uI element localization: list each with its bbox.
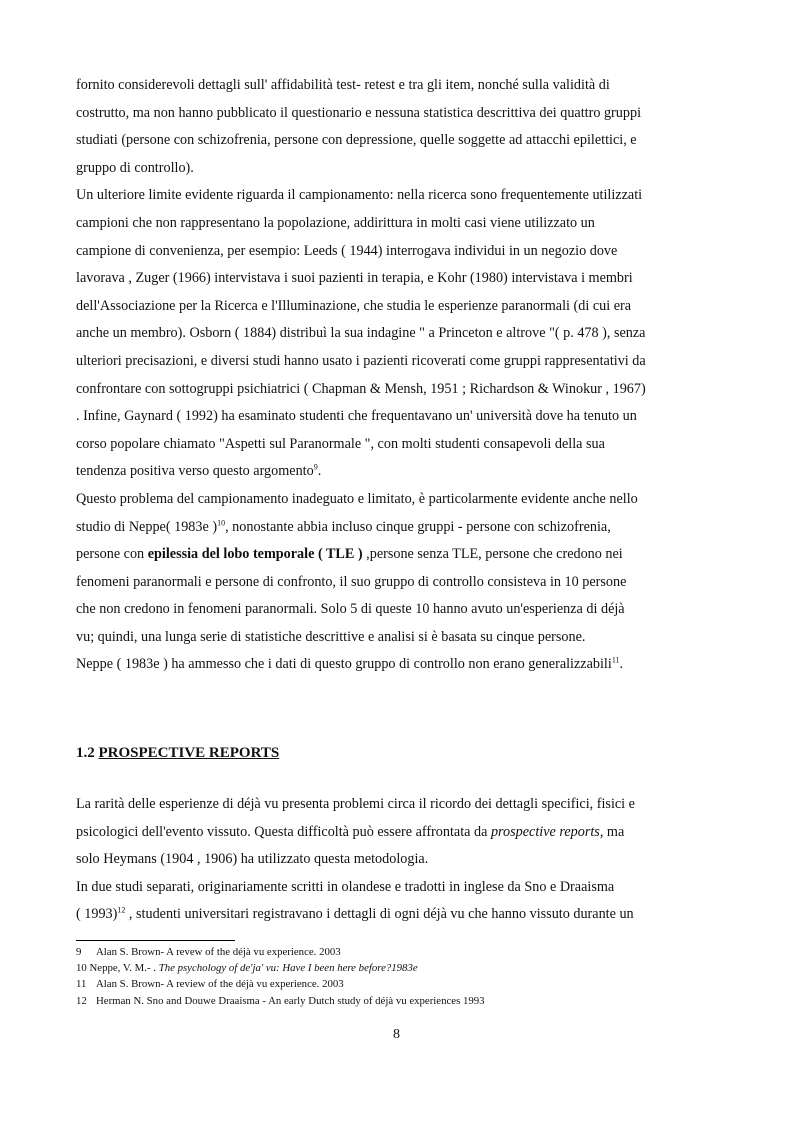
text-line (76, 514, 712, 542)
text-line: Questo problema del campionamento inadeguato e limitato, è particolarmente evidente anche nello (76, 490, 638, 507)
footnote-number: 11 (76, 978, 87, 991)
text-line: costrutto, ma non hanno pubblicato il questionario e nessuna statistica descrittiva dei quattro gruppi (76, 104, 642, 121)
text-line: confrontare con sottogruppi psichiatrici ( Chapman & Mensh, 1951 ; Richardson & Winokur , 1967) (76, 380, 646, 397)
text-line (76, 651, 712, 679)
footnote-number: 12 (76, 994, 87, 1007)
section-heading (76, 740, 712, 767)
section-title: PROSPECTIVE REPORTS (98, 745, 280, 762)
footnote-text: Herman N. Sno and Douwe Draaisma - An early Dutch study of déjà vu experiences 1993 (96, 994, 485, 1007)
text-line: ulteriori precisazioni, e diversi studi hanno usato i pazienti ricoverati come gruppi rappresentativi da (76, 352, 646, 369)
page-number: 8 (393, 1027, 400, 1042)
text-span: , nonostante abbia incluso cinque gruppi - persone con schizofrenia, (225, 518, 611, 535)
text-line (76, 458, 712, 486)
footnotes (76, 940, 712, 1009)
text-line: lavorava , Zuger (1966) intervistava i suoi pazienti in terapia, e Kohr (1980) intervistava i membri (76, 270, 633, 287)
text-span: studio di Neppe( 1983e ) (76, 518, 218, 535)
text-span: psicologici dell'evento vissuto. Questa difficoltà può essere affrontata da (76, 823, 491, 840)
text-line: In due studi separati, originariamente scritti in olandese e tradotti in inglese da Sno e Draaisma (76, 878, 615, 895)
footnote-text: Neppe, V. M.- . (89, 962, 159, 975)
footnote (76, 944, 712, 960)
text-line: dell'Associazione per la Ricerca e l'Illuminazione, che studia le esperienze paranormali (di cui era (76, 297, 632, 314)
text-line: che non credono in fenomeni paranormali. Solo 5 di queste 10 hanno avuto un'esperienza di déjà (76, 601, 625, 618)
text-span: tendenza positiva verso questo argomento (76, 463, 314, 480)
text-line: studiati (persone con schizofrenia, persone con depressione, quelle soggette ad attacchi epilettici, e (76, 132, 637, 149)
footnote (76, 960, 712, 976)
footnote-ref: 11 (611, 655, 620, 665)
footnote-title: The psychology of de'ja' vu: Have I been here before?1983e (158, 962, 418, 975)
footnote-ref: 9 (313, 462, 318, 472)
text-span: , studenti universitari registravano i dettagli di ogni déjà vu che hanno vissuto durante un (125, 906, 634, 923)
footnote-number: 9 (76, 946, 82, 958)
text-span: persone con (76, 546, 148, 563)
footnote-ref: 12 (117, 905, 126, 915)
text-span: . (317, 463, 322, 480)
footnote-number: 10 (76, 962, 87, 975)
italic-term: prospective reports (490, 823, 600, 840)
text-line: La rarità delle esperienze di déjà vu presenta problemi circa il ricordo dei dettagli specifici, fisici e (76, 796, 635, 813)
footnote-divider (76, 940, 235, 941)
page-body (76, 72, 712, 929)
footnote-ref: 10 (217, 517, 226, 527)
footnote (76, 993, 712, 1009)
text-span: . (619, 656, 624, 673)
section-body (76, 791, 712, 929)
text-line: vu; quindi, una lunga serie di statistiche descrittive e analisi si è basata su cinque persone. (76, 628, 586, 645)
text-line (76, 901, 712, 929)
text-line: anche un membro). Osborn ( 1884) distribuì la sua indagine " a Princeton e altrove "( p. 478 ), senza (76, 325, 646, 342)
text-span: , ma (599, 823, 625, 840)
text-line (76, 819, 712, 847)
text-span: Neppe ( 1983e ) ha ammesso che i dati di questo gruppo di controllo non erano generalizzabili (76, 656, 612, 673)
bold-term: epilessia del lobo temporale ( TLE ) (147, 546, 363, 563)
text-line: campione di convenienza, per esempio: Leeds ( 1944) interrogava individui in un negozio dove (76, 242, 618, 259)
footnote-text: Alan S. Brown- A revew of the déjà vu experience. 2003 (96, 946, 341, 958)
footnote-text: Alan S. Brown- A review of the déjà vu experience. 2003 (96, 978, 344, 991)
text-line (76, 541, 712, 569)
footnote (76, 976, 712, 992)
text-line: gruppo di controllo). (76, 159, 194, 176)
text-line: . Infine, Gaynard ( 1992) ha esaminato studenti che frequentavano un' università dove ha tenuto un (76, 408, 637, 425)
text-line: Un ulteriore limite evidente riguarda il campionamento: nella ricerca sono frequentemente utilizzati (76, 187, 643, 204)
text-line: fornito considerevoli dettagli sull' affidabilità test- retest e tra gli item, nonché sulla validità di (76, 77, 610, 93)
text-line: corso popolare chiamato "Aspetti sul Paranormale ", con molti studenti consapevoli della sua (76, 435, 605, 452)
text-line: fenomeni paranormali e persone di confronto, il suo gruppo di controllo consisteva in 10 persone (76, 573, 627, 590)
section-number: 1.2 (76, 745, 99, 762)
text-span: ,persone senza TLE, persone che credono nei (362, 546, 623, 563)
text-line: solo Heymans (1904 , 1906) ha utilizzato questa metodologia. (76, 851, 429, 868)
text-span: ( 1993) (76, 906, 118, 923)
text-line: campioni che non rappresentano la popolazione, addirittura in molti casi viene utilizzato un (76, 214, 595, 231)
